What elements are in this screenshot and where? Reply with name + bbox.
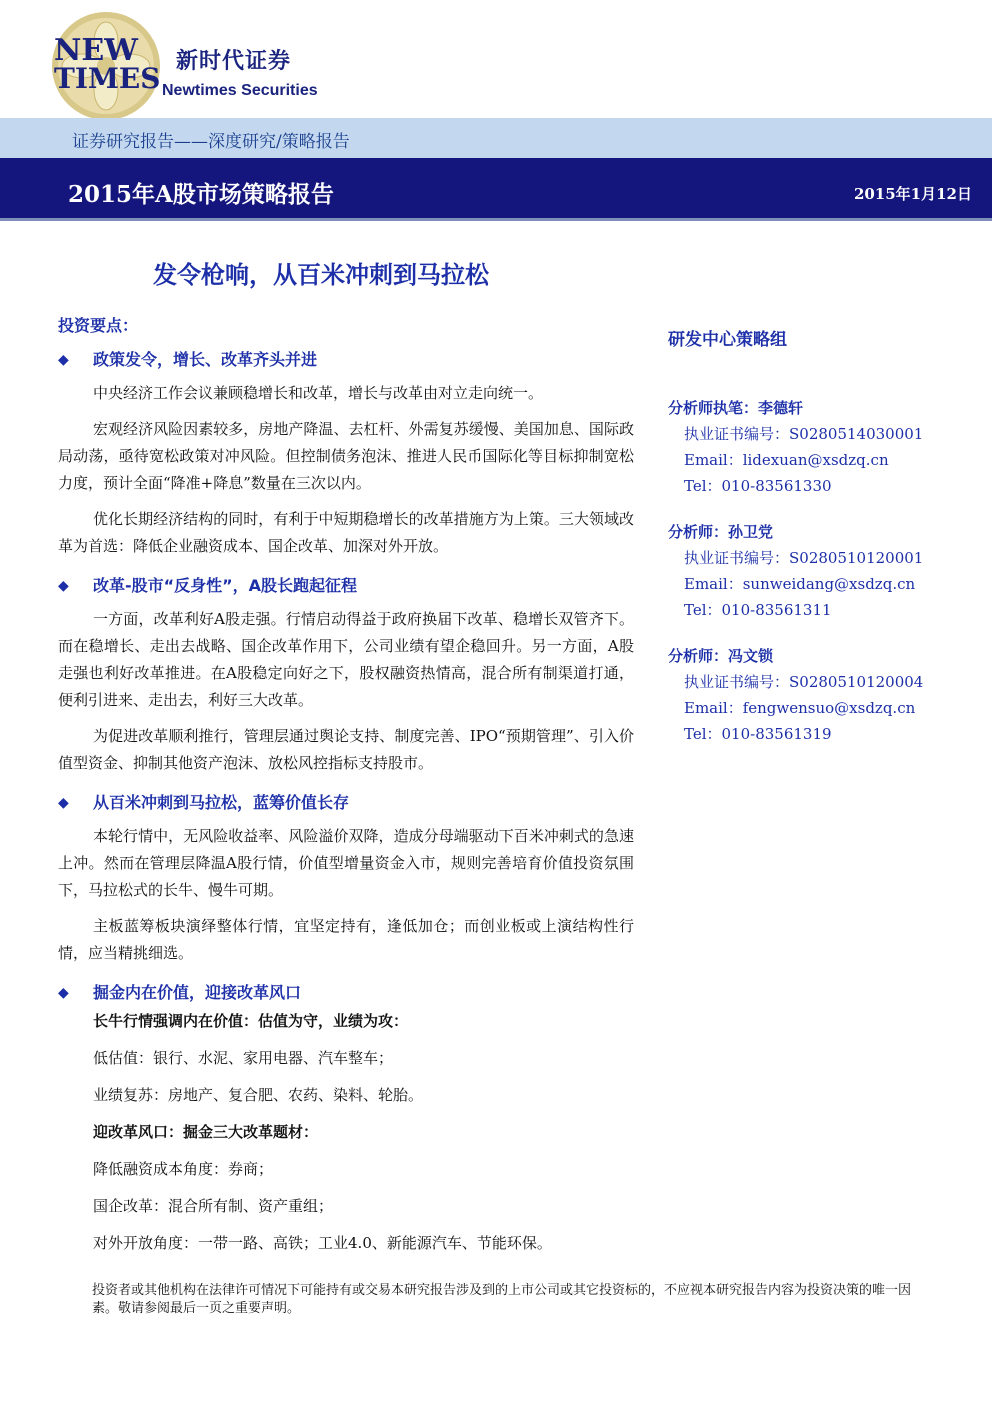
analyst-cert: 执业证书编号：S0280514030001 (684, 425, 924, 443)
headline: 发令枪响，从百米冲刺到马拉松 (153, 261, 489, 289)
analyst-email[interactable]: Email：lidexuan@xsdzq.cn (684, 451, 889, 469)
analyst-cert: 执业证书编号：S0280510120004 (684, 673, 924, 691)
bullet-heading (58, 569, 634, 603)
analyst-tel: Tel：010-83561330 (684, 477, 832, 495)
bullet-title: 改革-股市“反身性”，A股长跑起征程 (93, 576, 358, 595)
title-band (0, 158, 992, 218)
analyst-tel: Tel：010-83561319 (684, 725, 832, 743)
logo-text-new: NEW (54, 33, 138, 68)
diamond-icon: ◆ (58, 985, 69, 1001)
report-date: 2015年1月12日 (853, 185, 972, 203)
bullet-title: 掘金内在价值，迎接改革风口 (93, 983, 302, 1002)
analyst-email[interactable]: Email：fengwensuo@xsdzq.cn (684, 699, 916, 717)
analyst-cert: 执业证书编号：S0280510120001 (684, 549, 924, 567)
analyst-name: 分析师：孙卫党 (668, 523, 774, 541)
list-item: 业绩复苏：房地产、复合肥、农药、染料、轮胎。 (93, 1086, 424, 1104)
paragraph: 中央经济工作会议兼顾稳增长和改革，增长与改革由对立走向统一。 (93, 384, 544, 402)
brand-name-cn: 新时代证券 (176, 49, 292, 74)
report-category: 证券研究报告——深度研究/策略报告 (72, 132, 350, 152)
category-band (0, 118, 992, 158)
paragraph: 一方面，改革利好A股走强。行情启动得益于政府换届下改革、稳增长双管齐下。而在稳增长、走出去战略、国企改革作用下，公司业绩有望企稳回升。另一方面，A股走强也利好改革推进。在A股稳定向好之下，股权融资热情高，混合所有制渠道打通，便利引进来、走出去，利好三大改革。 (58, 610, 634, 709)
bullet-title: 从百米冲刺到马拉松，蓝筹价值长存 (93, 793, 350, 812)
bullet-title: 政策发令，增长、改革齐头并进 (93, 350, 318, 369)
analyst-tel: Tel：010-83561311 (684, 601, 832, 619)
brand-name-en: Newtimes Securities (162, 82, 318, 99)
bullet-heading (58, 343, 634, 377)
analyst-name: 分析师执笔：李德轩 (668, 399, 804, 417)
diamond-icon: ◆ (58, 795, 69, 811)
report-title: 2015年A股市场策略报告 (68, 181, 334, 208)
list-item: 低估值：银行、水泥、家用电器、汽车整车； (93, 1049, 394, 1067)
team-name: 研发中心策略组 (668, 330, 787, 350)
diamond-icon: ◆ (58, 352, 69, 368)
list-item: 国企改革：混合所有制、资产重组； (93, 1197, 334, 1215)
bullet-heading (58, 976, 634, 1010)
diamond-icon: ◆ (58, 578, 69, 594)
section-label: 投资要点： (58, 316, 139, 335)
main-column (58, 343, 634, 1269)
paragraph: 优化长期经济结构的同时，有利于中短期稳增长的改革措施方为上策。三大领域改革为首选：降低企业融资成本、国企改革、加深对外开放。 (58, 510, 634, 555)
analyst-name: 分析师：冯文锁 (668, 647, 774, 665)
paragraph: 为促进改革顺利推行，管理层通过舆论支持、制度完善、IPO“预期管理”、引入价值型资金、抑制其他资产泡沫、放松风控指标支持股市。 (58, 727, 634, 772)
disclaimer: 投资者或其他机构在法律许可情况下可能持有或交易本研究报告涉及到的上市公司或其它投资标的，不应视本研究报告内容为投资决策的唯一因素。敬请参阅最后一页之重要声明。 (92, 1283, 912, 1316)
analyst-email[interactable]: Email：sunweidang@xsdzq.cn (684, 575, 916, 593)
list-item: 对外开放角度：一带一路、高铁；工业4.0、新能源汽车、节能环保。 (93, 1234, 552, 1252)
band-divider (0, 218, 992, 221)
list-item: 降低融资成本角度：券商； (93, 1160, 274, 1178)
logo-text-times: TIMES (54, 62, 161, 95)
paragraph: 本轮行情中，无风险收益率、风险溢价双降，造成分母端驱动下百米冲刺式的急速上冲。然而在管理层降温A股行情，价值型增量资金入市，规则完善培育价值投资氛围下，马拉松式的长牛、慢牛可期。 (58, 827, 634, 899)
bullet-heading (58, 786, 634, 820)
analyst-card (668, 395, 968, 499)
newtimes-logo (50, 10, 162, 122)
paragraph: 宏观经济风险因素较多，房地产降温、去杠杆、外需复苏缓慢、美国加息、国际政局动荡，亟待宽松政策对冲风险。但控制债务泡沫、推进人民币国际化等目标抑制宽松力度，预计全面“降准+降息”数量在三次以内。 (58, 420, 634, 492)
paragraph: 主板蓝筹板块演绎整体行情，宜坚定持有，逢低加仓；而创业板或上演结构性行情，应当精挑细选。 (58, 917, 634, 962)
list-subheading: 长牛行情强调内在价值：估值为守，业绩为攻： (93, 1012, 409, 1030)
analyst-sidebar (668, 325, 968, 767)
list-subheading: 迎改革风口：掘金三大改革题材： (93, 1123, 319, 1141)
analyst-card (668, 519, 968, 623)
analyst-card (668, 643, 968, 747)
